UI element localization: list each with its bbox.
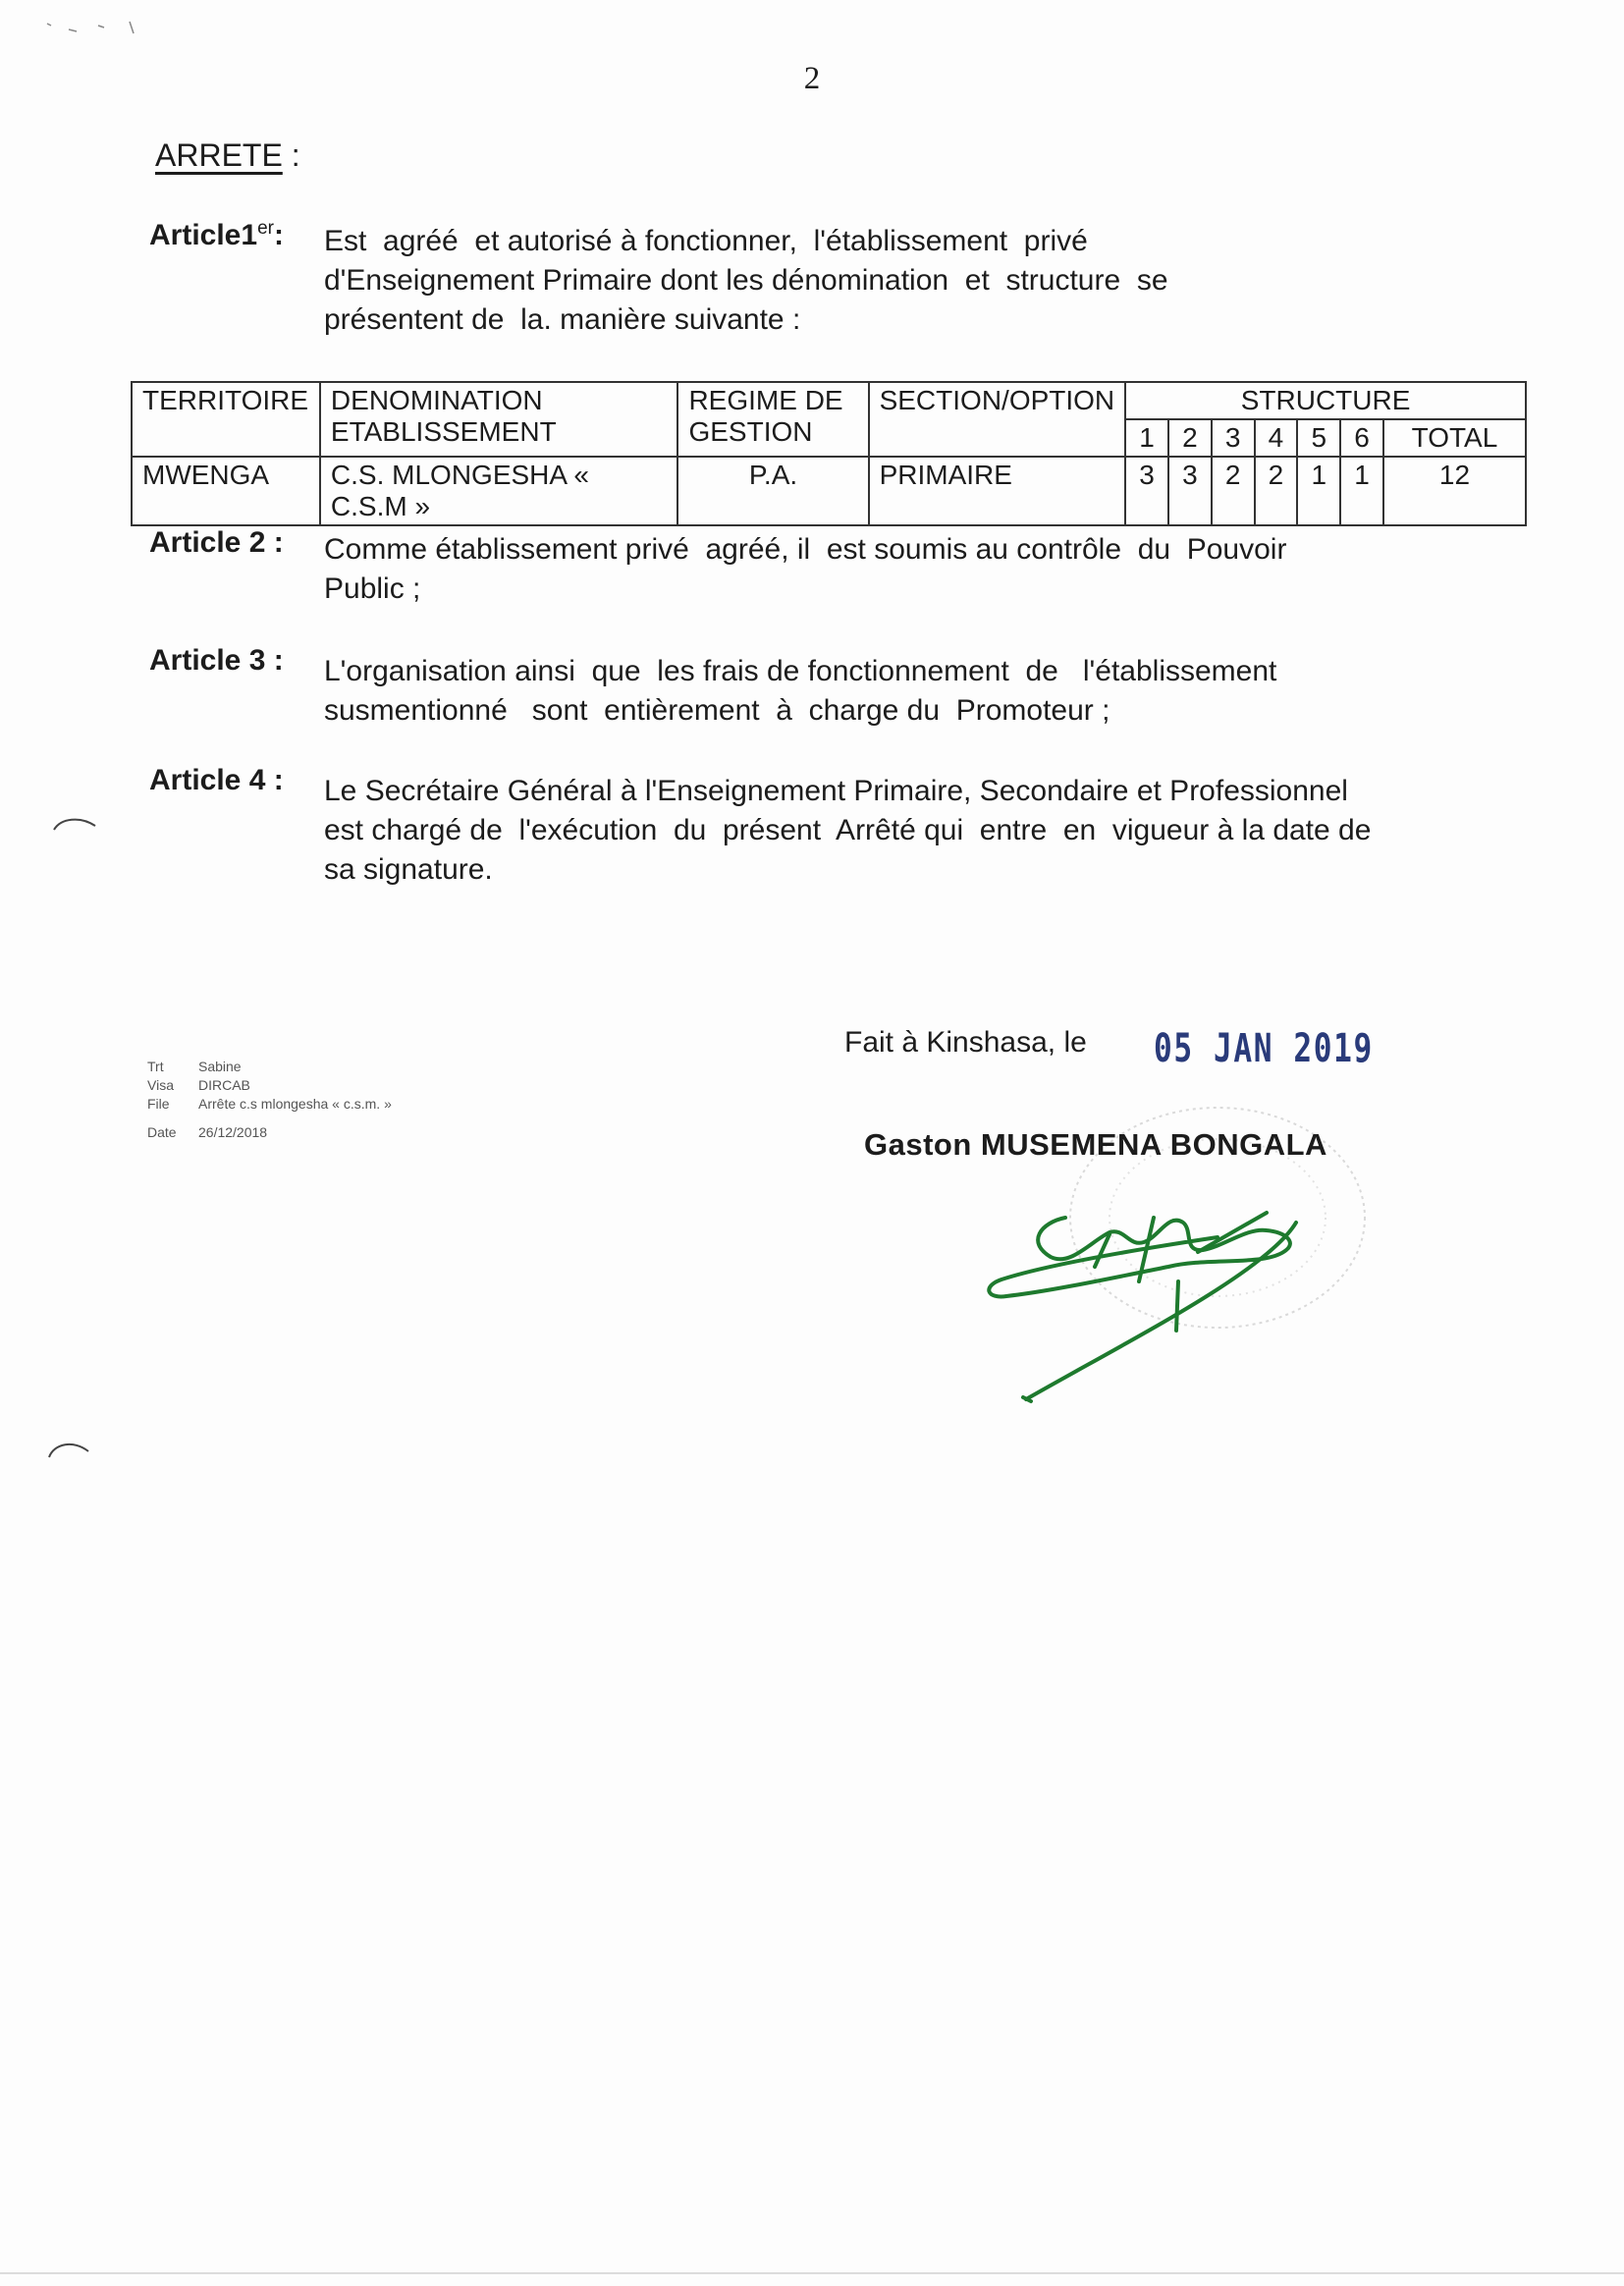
heading-suffix: :: [282, 137, 300, 173]
cell-territoire: MWENGA: [132, 457, 320, 525]
reference-value: Sabine: [198, 1059, 242, 1074]
article-2-label: Article 2 :: [149, 526, 284, 559]
cell-grade: 3: [1125, 457, 1168, 525]
structure-table: [131, 381, 1527, 526]
header-grade: 6: [1340, 419, 1383, 457]
reference-row-visa: [147, 1076, 392, 1095]
header-regime-line1: REGIME DE: [688, 385, 843, 415]
header-regime: [677, 382, 868, 457]
cell-total: 12: [1383, 457, 1526, 525]
reference-key: Date: [147, 1124, 177, 1140]
cell-grade: 1: [1297, 457, 1340, 525]
reference-block: [147, 1058, 392, 1142]
corner-speck-icon: [39, 12, 157, 41]
article-1-label-main: Article1: [149, 219, 258, 251]
header-grade: 5: [1297, 419, 1340, 457]
header-total: TOTAL: [1383, 419, 1526, 457]
decree-heading: [155, 137, 300, 174]
cell-section: PRIMAIRE: [869, 457, 1126, 525]
reference-key: Trt: [147, 1059, 164, 1074]
reference-row-file: [147, 1095, 392, 1114]
article-3-label: Article 3 :: [149, 644, 284, 677]
reference-key: Visa: [147, 1077, 174, 1093]
article-4-label: Article 4 :: [149, 764, 284, 796]
reference-value: Arrête c.s mlongesha « c.s.m. »: [198, 1096, 392, 1112]
cell-regime: P.A.: [677, 457, 868, 525]
article-1-label-colon: :: [273, 219, 284, 251]
cell-grade: 2: [1212, 457, 1255, 525]
article-1-label-sup: er: [257, 218, 274, 239]
header-grade: 3: [1212, 419, 1255, 457]
table-row: [132, 457, 1526, 525]
article-1-line: Est agréé et autorisé à fonctionner, l'établissement privé: [324, 225, 1088, 257]
signature-icon: [972, 1173, 1365, 1409]
heading-label: ARRETE: [155, 137, 283, 173]
header-denomination-line1: DENOMINATION: [330, 385, 543, 415]
table-header-row: [132, 382, 1526, 419]
article-4-body: [324, 772, 1371, 890]
bottom-rule-icon: [0, 2268, 1624, 2278]
article-2-line: Public ;: [324, 572, 421, 605]
article-2-body: [324, 530, 1286, 609]
date-stamp: 05 JAN 2019: [1154, 1026, 1374, 1071]
article-1-body: [324, 222, 1168, 340]
page-number: 2: [803, 61, 821, 96]
article-1-line: présentent de la. manière suivante :: [324, 303, 801, 336]
article-3-line: susmentionné sont entièrement à charge du Promoteur ;: [324, 694, 1110, 727]
header-territoire: TERRITOIRE: [132, 382, 320, 457]
header-grade: 4: [1255, 419, 1298, 457]
header-grade: 2: [1168, 419, 1212, 457]
place-date-text: Fait à Kinshasa, le: [844, 1026, 1087, 1059]
article-4-line: Le Secrétaire Général à l'Enseignement Primaire, Secondaire et Professionnel: [324, 775, 1348, 807]
header-section: SECTION/OPTION: [869, 382, 1126, 457]
cell-grade: 2: [1255, 457, 1298, 525]
cell-grade: 1: [1340, 457, 1383, 525]
punch-mark-icon: [44, 1434, 93, 1473]
signatory-name: Gaston MUSEMENA BONGALA: [864, 1127, 1327, 1162]
article-2-line: Comme établissement privé agréé, il est soumis au contrôle du Pouvoir: [324, 533, 1287, 566]
article-3-line: L'organisation ainsi que les frais de fonctionnement de l'établissement: [324, 655, 1277, 687]
reference-value: DIRCAB: [198, 1077, 250, 1093]
article-3-body: [324, 652, 1276, 731]
header-regime-line2: GESTION: [688, 416, 813, 447]
article-4-line: sa signature.: [324, 853, 493, 886]
reference-row-date: [147, 1123, 392, 1142]
article-4-line: est chargé de l'exécution du présent Arrêté qui entre en vigueur à la date de: [324, 814, 1372, 846]
header-grade: 1: [1125, 419, 1168, 457]
reference-row-trt: [147, 1058, 392, 1076]
cell-grade: 3: [1168, 457, 1212, 525]
punch-mark-icon: [51, 810, 100, 849]
reference-value: 26/12/2018: [198, 1124, 268, 1140]
article-1-label: [149, 218, 284, 252]
reference-key: File: [147, 1096, 170, 1112]
header-denomination: [320, 382, 678, 457]
header-denomination-line2: ETABLISSEMENT: [330, 416, 557, 447]
article-1-line: d'Enseignement Primaire dont les dénomination et structure se: [324, 264, 1168, 297]
header-structure: STRUCTURE: [1125, 382, 1526, 419]
cell-denomination: C.S. MLONGESHA « C.S.M »: [320, 457, 678, 525]
